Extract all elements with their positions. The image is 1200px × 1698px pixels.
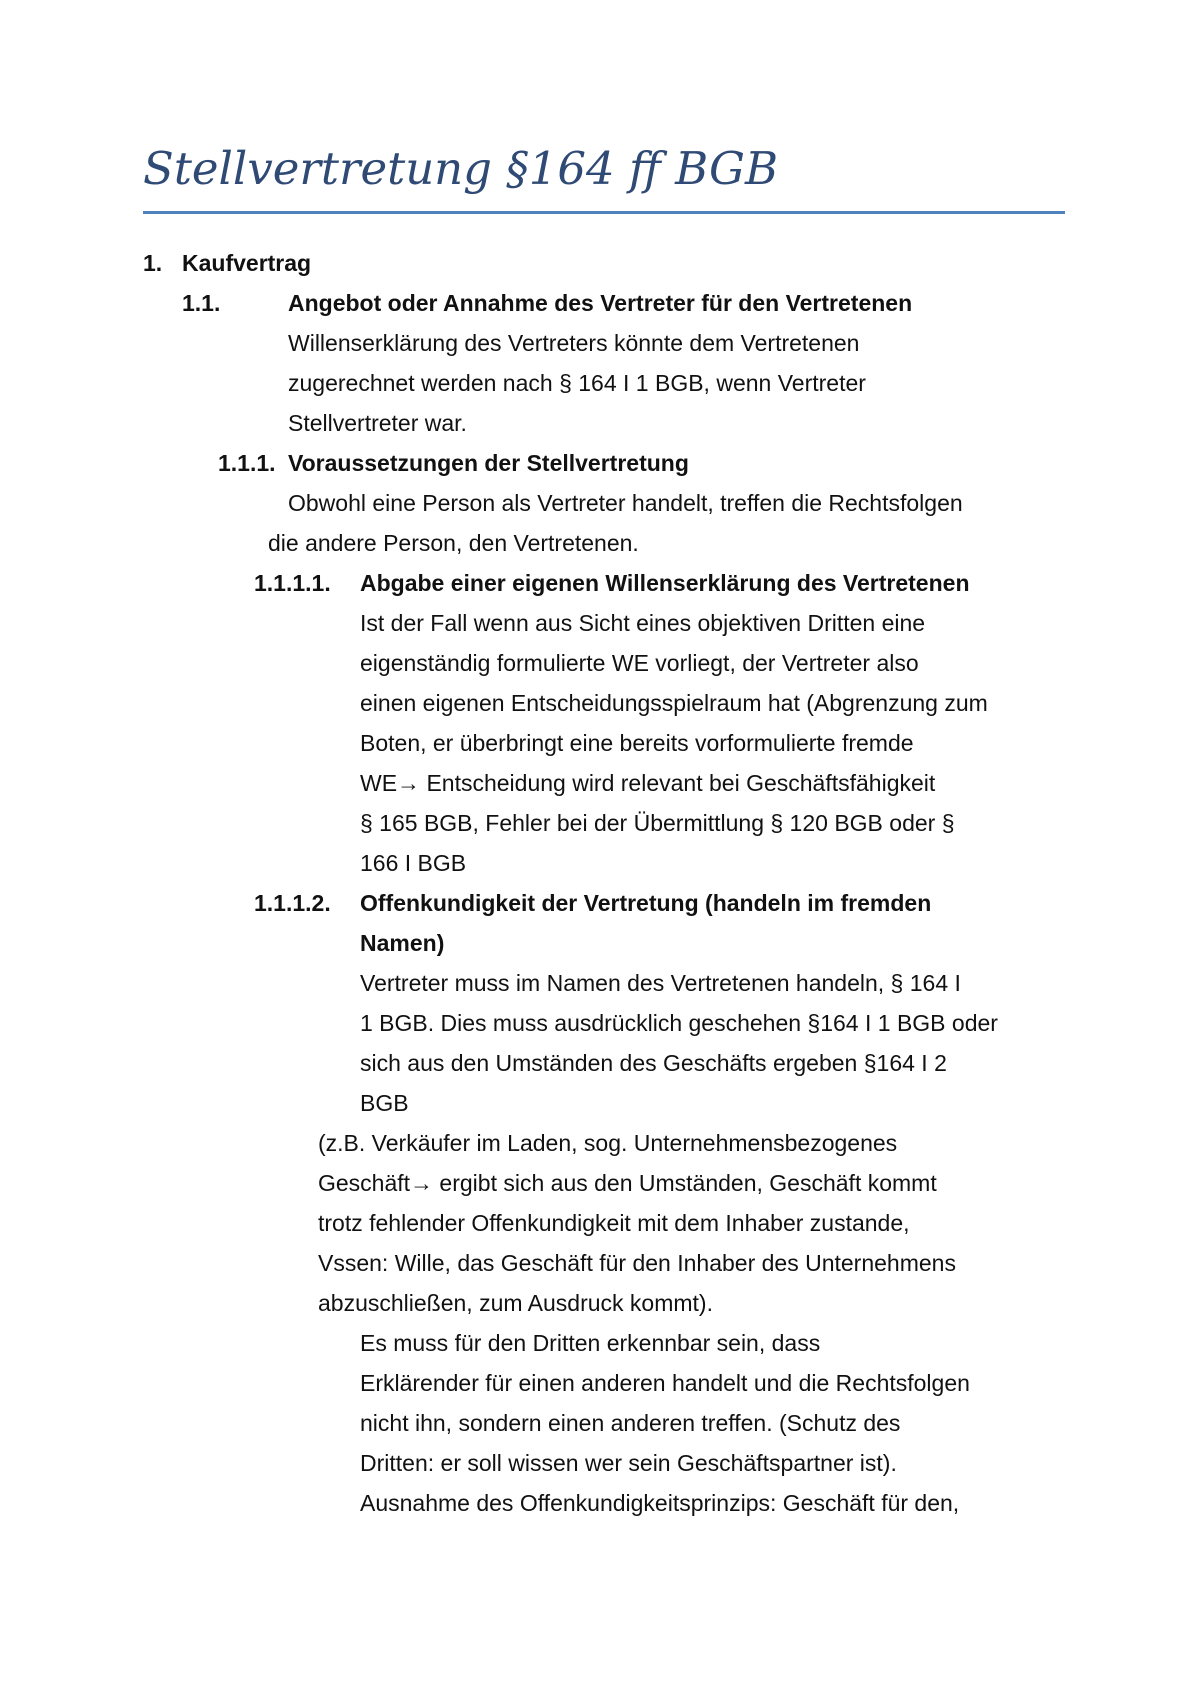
- body-line: WE→ Entscheidung wird relevant bei Geschäftsfähigkeit: [360, 770, 936, 796]
- example-line: trotz fehlender Offenkundigkeit mit dem Inhaber zustande,: [318, 1210, 910, 1236]
- heading-1-1-number: 1.1.: [182, 290, 221, 316]
- heading-1-1-label: Angebot oder Annahme des Vertreter für den Vertretenen: [288, 290, 913, 316]
- heading-1-label: Kaufvertrag: [182, 250, 312, 276]
- body-line: § 165 BGB, Fehler bei der Übermittlung § 120 BGB oder §: [360, 810, 955, 836]
- body-line: Vertreter muss im Namen des Vertretenen handeln, § 164 I: [360, 970, 961, 996]
- body-line: eigenständig formulierte WE vorliegt, der Vertreter also: [360, 650, 919, 676]
- body-line: nicht ihn, sondern einen anderen treffen. (Schutz des: [360, 1410, 901, 1436]
- example-line: Vssen: Wille, das Geschäft für den Inhaber des Unternehmens: [318, 1250, 956, 1276]
- body-line: Obwohl eine Person als Vertreter handelt, treffen die Rechtsfolgen: [288, 490, 963, 516]
- body-line: Boten, er überbringt eine bereits vorformulierte fremde: [360, 730, 914, 756]
- heading-1-1-1-label: Voraussetzungen der Stellvertretung: [288, 450, 689, 476]
- heading-1-1-1-2-number: 1.1.1.2.: [254, 890, 331, 916]
- body-line: Ist der Fall wenn aus Sicht eines objektiven Dritten eine: [360, 610, 926, 636]
- title-underline: [143, 211, 1065, 214]
- body-line: die andere Person, den Vertretenen.: [268, 530, 639, 556]
- document-title: Stellvertretung §164 ff BGB: [143, 142, 779, 195]
- body-line: BGB: [360, 1090, 409, 1116]
- body-line: Es muss für den Dritten erkennbar sein, dass: [360, 1330, 821, 1356]
- heading-1-1-1-1-number: 1.1.1.1.: [254, 570, 331, 596]
- example-line: (z.B. Verkäufer im Laden, sog. Unternehmensbezogenes: [318, 1130, 898, 1156]
- body-line: sich aus den Umständen des Geschäfts ergeben §164 I 2: [360, 1050, 947, 1076]
- body-line: Willenserklärung des Vertreters könnte dem Vertretenen: [288, 330, 860, 356]
- heading-1-1-1-2-label: Namen): [360, 930, 445, 956]
- heading-1-1-1-2-label: Offenkundigkeit der Vertretung (handeln im fremden: [360, 890, 932, 916]
- body-line: einen eigenen Entscheidungsspielraum hat (Abgrenzung zum: [360, 690, 988, 716]
- example-line: abzuschließen, zum Ausdruck kommt).: [318, 1290, 713, 1316]
- heading-1-1-1-1-label: Abgabe einer eigenen Willenserklärung des Vertretenen: [360, 570, 970, 596]
- body-line: Ausnahme des Offenkundigkeitsprinzips: Geschäft für den,: [360, 1490, 960, 1516]
- body-line: Stellvertreter war.: [288, 410, 467, 436]
- heading-1-number: 1.: [143, 250, 163, 276]
- example-line: Geschäft→ ergibt sich aus den Umständen, Geschäft kommt: [318, 1170, 937, 1196]
- heading-1-1-1-number: 1.1.1.: [218, 450, 276, 476]
- body-line: Dritten: er soll wissen wer sein Geschäftspartner ist).: [360, 1450, 897, 1476]
- body-line: 1 BGB. Dies muss ausdrücklich geschehen §164 I 1 BGB oder: [360, 1010, 998, 1036]
- body-line: Erklärender für einen anderen handelt und die Rechtsfolgen: [360, 1370, 970, 1396]
- body-line: 166 I BGB: [360, 850, 467, 876]
- body-line: zugerechnet werden nach § 164 I 1 BGB, wenn Vertreter: [288, 370, 866, 396]
